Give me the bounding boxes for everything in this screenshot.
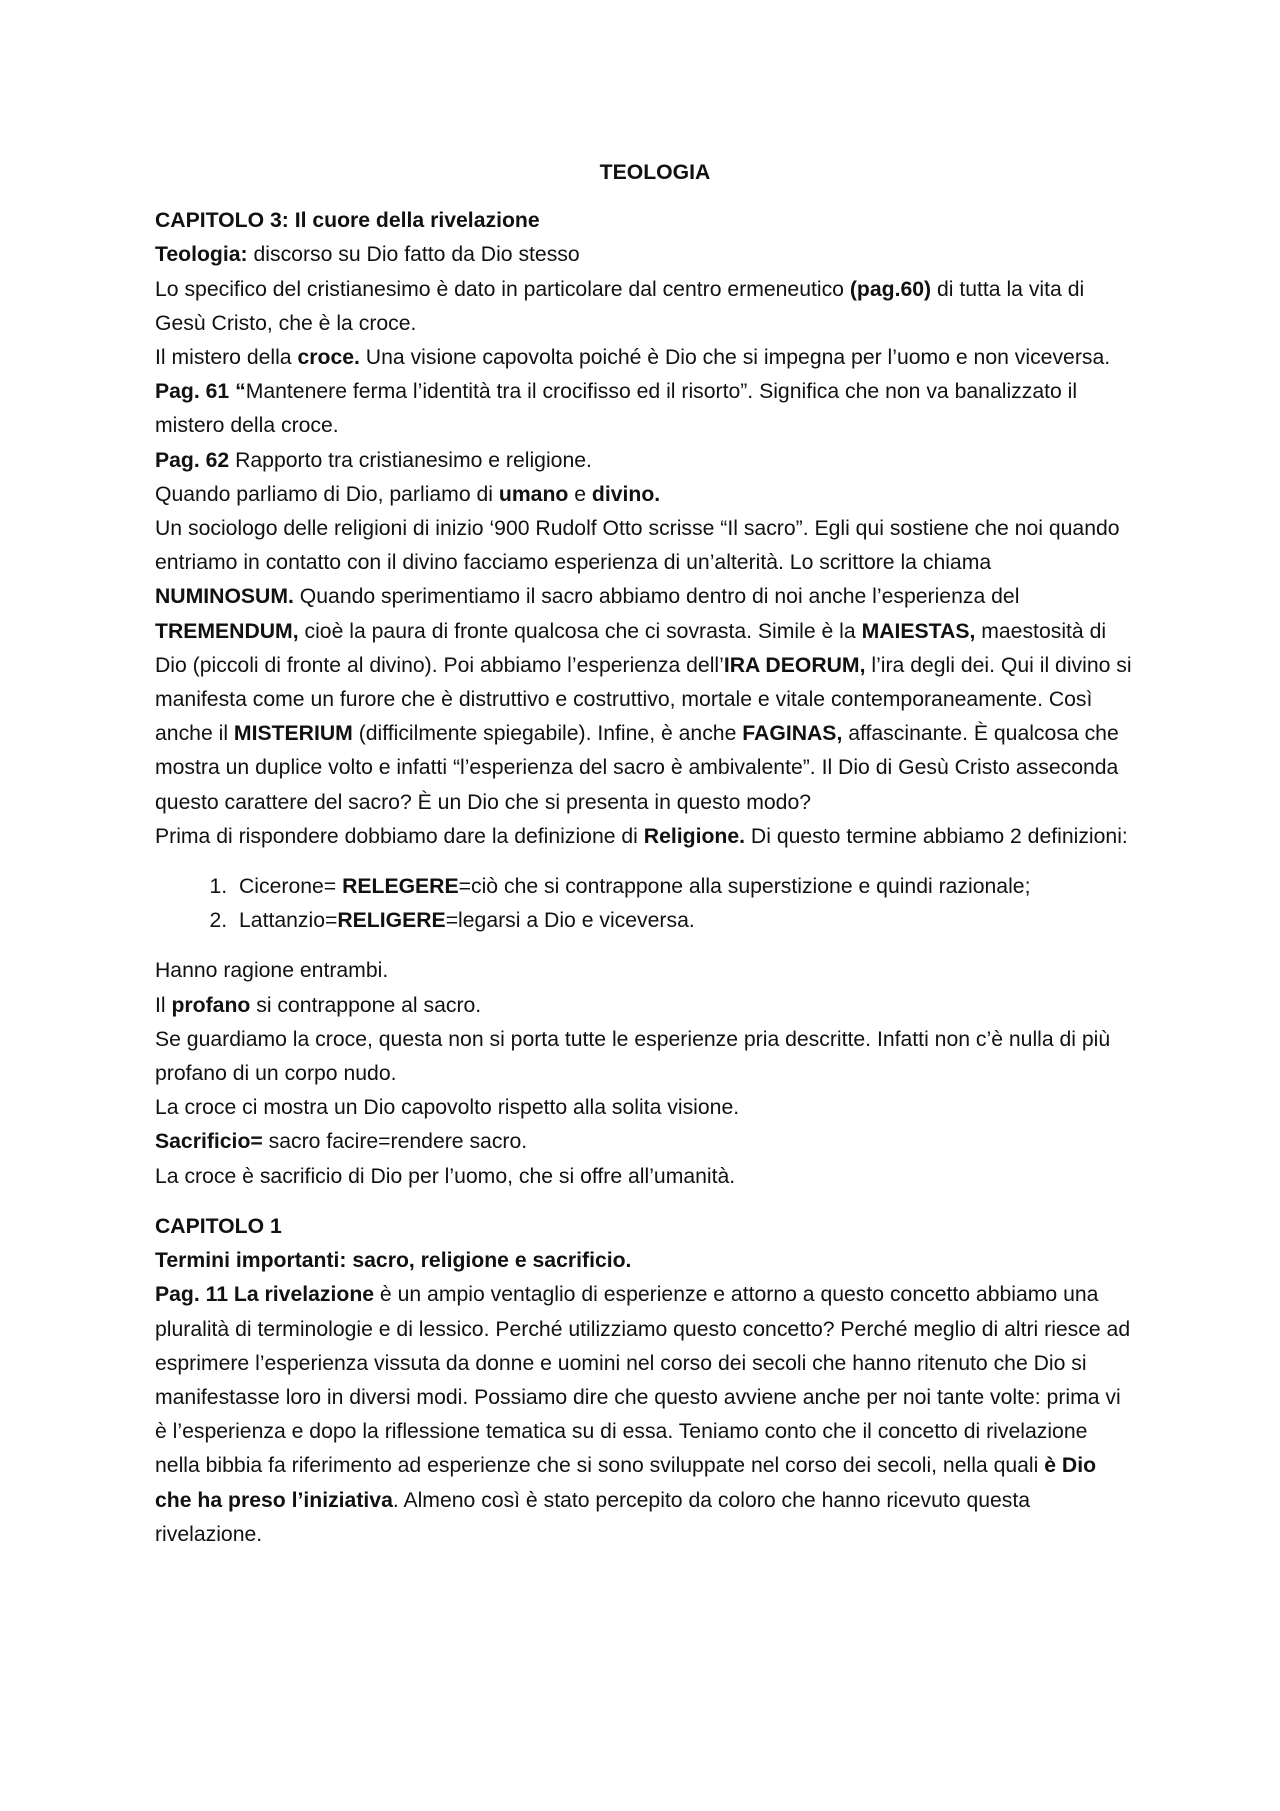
text-run: Il [155, 993, 172, 1017]
paragraph-mystery-cross [155, 341, 1135, 375]
list-item [233, 870, 1135, 904]
paragraph-look-cross: Se guardiamo la croce, questa non si porta tutte le esperienze pria descritte. Infatti non c’è nulla di più profano di un corpo nudo. [155, 1027, 1111, 1086]
bold-term: Religione. [643, 824, 746, 848]
page-reference: Pag. 62 [155, 448, 230, 472]
bold-term: profano [171, 993, 251, 1017]
text-run: Una visione capovolta poiché è Dio che si impegna per l’uomo e non viceversa. [359, 346, 1111, 370]
bold-term: è Dio che ha preso l’iniziativa [155, 1454, 1097, 1512]
paragraph-rudolf-otto [155, 512, 1135, 820]
bold-term: umano [498, 482, 569, 506]
paragraph-hermeneutic-center [155, 273, 1135, 341]
definitions-list [155, 870, 1135, 938]
text-run: . Almeno così è stato percepito da coloro che hanno ricevuto questa rivelazione. [155, 1488, 1031, 1546]
paragraph-upside-down-god: La croce ci mostra un Dio capovolto rispetto alla solita visione. [155, 1096, 740, 1120]
chapter-3-heading: CAPITOLO 3: Il cuore della rivelazione [155, 209, 540, 233]
paragraph-sacrifice [155, 1125, 1135, 1159]
theology-definition [155, 238, 1135, 272]
text-run: Prima di rispondere dobbiamo dare la definizione di [155, 824, 644, 848]
chapter-1-subheading: Termini importanti: sacro, religione e sacrificio. [155, 1249, 632, 1273]
definition-term: Teologia: [155, 243, 248, 267]
text-run: Lo specifico del cristianesimo è dato in particolare dal centro ermeneutico [155, 277, 850, 301]
document-title: TEOLOGIA [599, 161, 711, 184]
bold-term: Pag. 11 La rivelazione [155, 1283, 375, 1307]
text-run: Lattanzio= [239, 909, 338, 933]
bold-term: Sacrificio= [155, 1130, 263, 1154]
paragraph-profane [155, 989, 1135, 1023]
text-run: =ciò che si contrappone alla superstizione e quindi razionale; [458, 875, 1031, 899]
page-reference: (pag.60) [849, 277, 932, 301]
text-run: maestosità di Dio (piccoli di fronte al divino). Poi abbiamo l’esperienza dell’ [155, 619, 1107, 677]
list-item [233, 904, 1135, 938]
text-run: Di questo termine abbiamo 2 definizioni: [745, 824, 1128, 848]
paragraph-page-62 [155, 444, 1135, 478]
text-run: Il mistero della [155, 346, 298, 370]
bold-term: FAGINAS, [742, 722, 843, 746]
text-run: cioè la paura di fronte qualcosa che ci sovrasta. Simile è la [298, 619, 862, 643]
text-run: Un sociologo delle religioni di inizio ‘900 Rudolf Otto scrisse “Il sacro”. Egli qui sostiene che noi quando entriamo in contatto con il divino facciamo esperienza di un’alterità. Lo scrittore la chiama [155, 517, 1120, 575]
bold-term: croce. [297, 346, 360, 370]
bold-term: RELIGERE [337, 909, 446, 933]
chapter-1-heading: CAPITOLO 1 [155, 1214, 282, 1238]
text-run: sacro facire=rendere sacro. [262, 1130, 528, 1154]
paragraph-cross-sacrifice: La croce è sacrificio di Dio per l’uomo, che si offre all’umanità. [155, 1164, 736, 1188]
bold-term: MAIESTAS, [861, 619, 976, 643]
bold-term: divino. [591, 482, 661, 506]
paragraph-page-61 [155, 375, 1135, 443]
bold-term: TREMENDUM, [155, 619, 299, 643]
text-run: Cicerone= [239, 875, 343, 899]
text-run: Quando sperimentiamo il sacro abbiamo dentro di noi anche l’esperienza del [293, 585, 1020, 609]
paragraph-religion-definition [155, 820, 1135, 854]
paragraph-revelation [155, 1278, 1135, 1552]
text-run: di tutta la vita di Gesù Cristo, che è la croce. [155, 277, 1085, 335]
text-run: e [568, 482, 592, 506]
bold-term: NUMINOSUM. [155, 585, 294, 609]
bold-term: IRA DEORUM, [723, 653, 866, 677]
text-run: si contrappone al sacro. [250, 993, 482, 1017]
paragraph-human-divine [155, 478, 1135, 512]
text-run: Quando parliamo di Dio, parliamo di [155, 482, 499, 506]
text-run: l’ira degli dei. Qui il divino si manifesta come un furore che è distruttivo e costruttivo, mortale e vitale contemporaneamente. Così anche il [155, 653, 1132, 746]
text-run: Rapporto tra cristianesimo e religione. [229, 448, 592, 472]
text-run: =legarsi a Dio e viceversa. [445, 909, 695, 933]
bold-term: RELEGERE [342, 875, 459, 899]
definition-text: discorso su Dio fatto da Dio stesso [247, 243, 580, 267]
text-run: Mantenere ferma l’identità tra il crocifisso ed il risorto”. Significa che non va banalizzato il mistero della croce. [155, 380, 1078, 438]
bold-term: MISTERIUM [233, 722, 353, 746]
text-run: (difficilmente spiegabile). Infine, è anche [352, 722, 743, 746]
paragraph-both-right: Hanno ragione entrambi. [155, 959, 389, 983]
page-reference: Pag. 61 “ [155, 380, 246, 404]
text-run: affascinante. È qualcosa che mostra un duplice volto e infatti “l’esperienza del sacro è ambivalente”. Il Dio di Gesù Cristo asseconda questo carattere del sacro? È un Dio che si presenta in questo modo? [155, 722, 1119, 814]
text-run: è un ampio ventaglio di esperienze e attorno a questo concetto abbiamo una pluralità di terminologie e di lessico. Perché utilizziamo questo concetto? Perché meglio di altri riesce ad esprimere l’esperienza vissuta da donne e uomini nel corso dei secoli che hanno ritenuto che Dio si manifestasse loro in diversi modi. Possiamo dire che questo avviene anche per noi tante volte: prima vi è l’esperienza e dopo la riflessione tematica su di essa. Teniamo conto che il concetto di rivelazione nella bibbia fa riferimento ad esperienze che si sono sviluppate nel corso dei secoli, nella quali [155, 1283, 1131, 1478]
